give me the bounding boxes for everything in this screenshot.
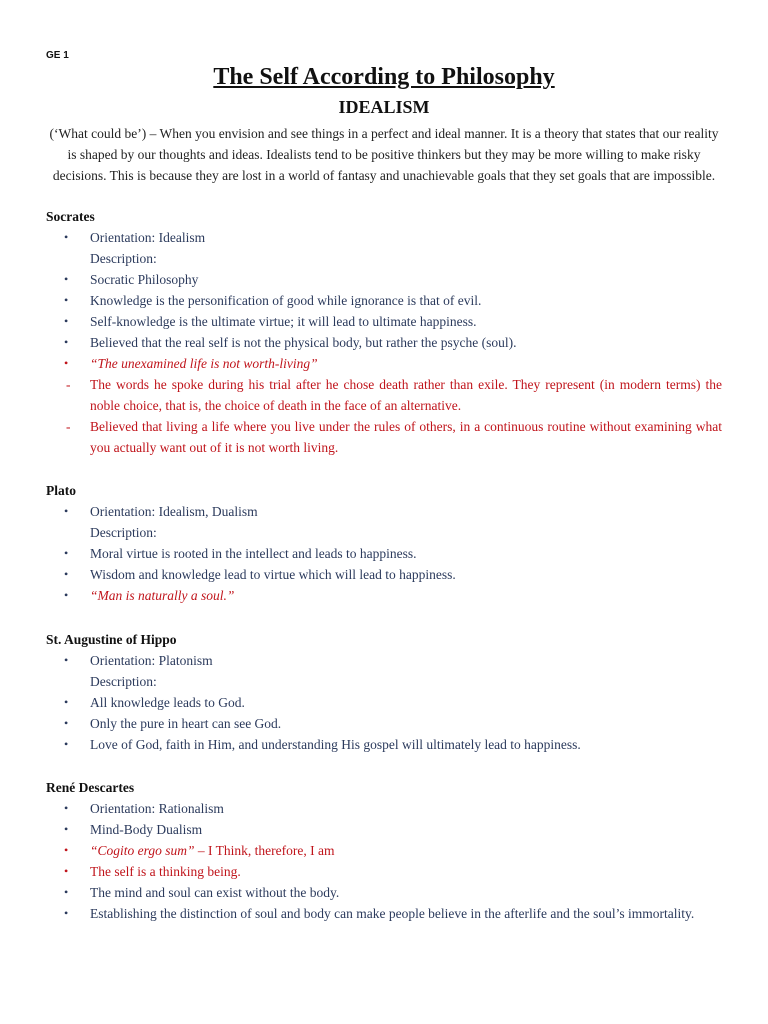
quote-item: • “The unexamined life is not worth-living” — [46, 353, 722, 374]
bullet-icon: • — [64, 588, 69, 602]
bullet-icon: • — [64, 335, 69, 349]
list-item: • Socratic Philosophy — [46, 269, 722, 290]
bullet-icon: • — [64, 843, 69, 857]
list-item: • Only the pure in heart can see God. — [46, 713, 722, 734]
list-item: • Knowledge is the personification of good while ignorance is that of evil. — [46, 290, 722, 311]
intro-paragraph: (‘What could be’) – When you envision and see things in a perfect and ideal manner. It is a theory that states that our reality is shaped by our thoughts and ideas. Idealists tend to be positive thinkers but they may be more willing to make risky decisions. This is because they are lost in a world of fantasy and unachievable goals that they set goals that are impossible. — [49, 126, 719, 183]
list-item: Description: — [90, 251, 157, 266]
list-item: • Orientation: Idealism — [46, 227, 722, 248]
list-item: • Wisdom and knowledge lead to virtue which will lead to happiness. — [46, 564, 722, 585]
list-item: • Love of God, faith in Him, and understanding His gospel will ultimately lead to happiness. — [46, 734, 722, 755]
bullet-icon: • — [64, 272, 69, 286]
bullet-icon: • — [64, 653, 69, 667]
bullet-icon: • — [64, 356, 69, 370]
page-title: The Self According to Philosophy — [213, 64, 555, 90]
list-item: - The words he spoke during his trial after he chose death rather than exile. They represent (in modern terms) the noble choice, that is, the choice of death in the face of an alternative. — [46, 374, 722, 416]
quote-item: • “Cogito ergo sum” – I Think, therefore, I am — [46, 840, 722, 861]
bullet-icon: • — [64, 906, 69, 920]
bullet-icon: • — [64, 293, 69, 307]
list-item: • Self-knowledge is the ultimate virtue; it will lead to ultimate happiness. — [46, 311, 722, 332]
bullet-icon: • — [64, 822, 69, 836]
latin-quote: “Cogito ergo sum” — [90, 843, 195, 858]
course-code: GE 1 — [46, 50, 69, 61]
list-item: • Believed that the real self is not the physical body, but rather the psyche (soul). — [46, 332, 722, 353]
list-item: Description: — [90, 674, 157, 689]
bullet-icon: • — [64, 864, 69, 878]
list-item: • Orientation: Rationalism — [46, 798, 722, 819]
bullet-icon: • — [64, 546, 69, 560]
section-heading: St. Augustine of Hippo — [46, 632, 177, 647]
bullet-icon: • — [64, 716, 69, 730]
list-item: • Orientation: Platonism — [46, 650, 722, 671]
bullet-icon: • — [64, 737, 69, 751]
list-item: • The self is a thinking being. — [46, 861, 722, 882]
list-item: • Orientation: Idealism, Dualism — [46, 501, 722, 522]
list-item: • Moral virtue is rooted in the intellect and leads to happiness. — [46, 543, 722, 564]
list-item: Description: — [90, 525, 157, 540]
dash-icon: - — [66, 419, 71, 434]
bullet-icon: • — [64, 504, 69, 518]
dash-icon: - — [66, 377, 71, 392]
bullet-icon: • — [64, 314, 69, 328]
list-item: • Mind-Body Dualism — [46, 819, 722, 840]
quote-item: • “Man is naturally a soul.” — [46, 585, 722, 606]
bullet-icon: • — [64, 801, 69, 815]
section-heading: René Descartes — [46, 780, 135, 795]
section-heading: Socrates — [46, 209, 95, 224]
section-plato — [46, 480, 722, 606]
section-subtitle: IDEALISM — [338, 97, 430, 117]
list-item: • The mind and soul can exist without the body. — [46, 882, 722, 903]
list-item: • All knowledge leads to God. — [46, 692, 722, 713]
bullet-icon: • — [64, 885, 69, 899]
section-socrates — [46, 206, 722, 458]
section-st-augustine — [46, 629, 722, 755]
bullet-icon: • — [64, 567, 69, 581]
bullet-icon: • — [64, 230, 69, 244]
section-heading: Plato — [46, 483, 76, 498]
bullet-icon: • — [64, 695, 69, 709]
section-rene-descartes — [46, 777, 722, 924]
list-item: - Believed that living a life where you live under the rules of others, in a continuous routine without examining what you actually want out of it is not worth living. — [46, 416, 722, 458]
list-item: • Establishing the distinction of soul and body can make people believe in the afterlife and the soul’s immortality. — [46, 903, 722, 924]
